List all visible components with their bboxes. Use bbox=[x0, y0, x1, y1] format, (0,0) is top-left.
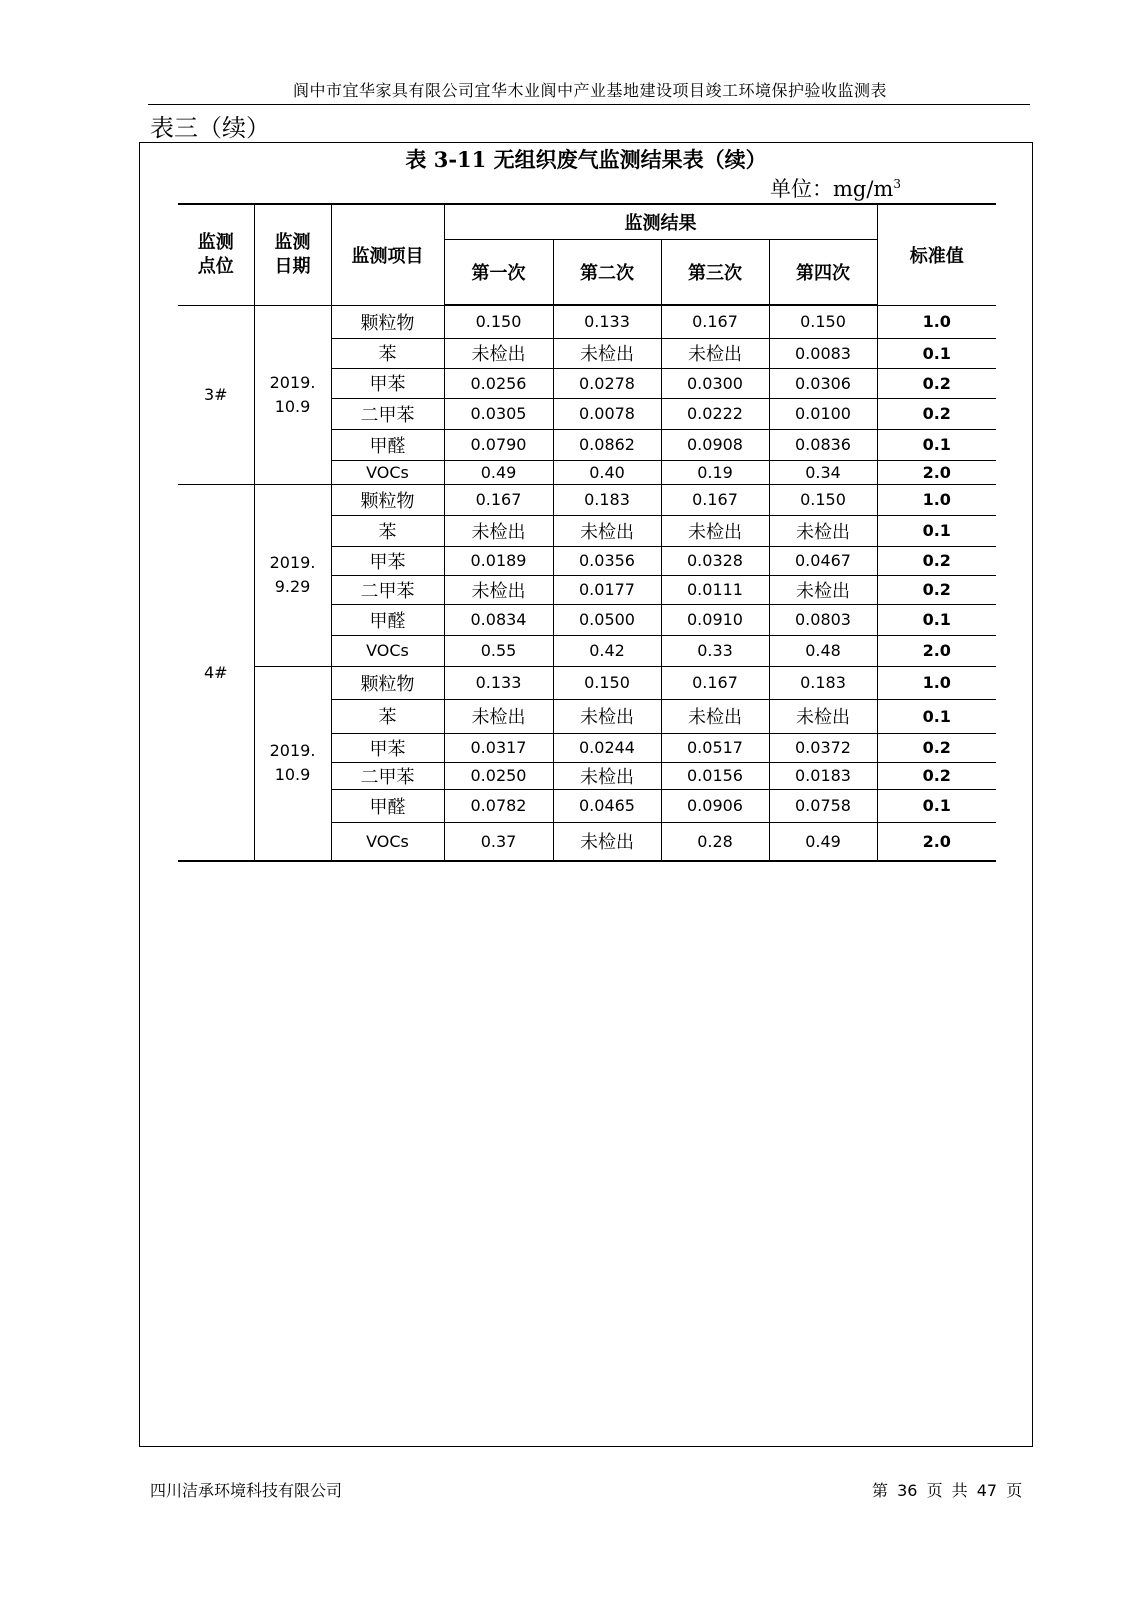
site-cell: 4# bbox=[178, 484, 254, 861]
item-cell: 颗粒物 bbox=[331, 305, 444, 338]
item-cell: 苯 bbox=[331, 338, 444, 368]
header-date bbox=[254, 204, 331, 305]
value-cell: 0.0758 bbox=[769, 789, 877, 822]
header-round-4: 第四次 bbox=[769, 240, 877, 306]
page-current: 36 bbox=[897, 1481, 918, 1500]
item-cell: 苯 bbox=[331, 699, 444, 733]
page-suffix: 页 bbox=[1006, 1481, 1023, 1500]
value-cell: 0.0834 bbox=[444, 604, 553, 635]
item-cell: VOCs bbox=[331, 822, 444, 861]
value-cell: 0.0465 bbox=[553, 789, 661, 822]
item-cell: 颗粒物 bbox=[331, 484, 444, 515]
item-cell: 甲苯 bbox=[331, 368, 444, 398]
value-cell: 0.150 bbox=[769, 484, 877, 515]
value-cell: 0.0467 bbox=[769, 546, 877, 575]
value-cell: 0.150 bbox=[444, 305, 553, 338]
footer-page-number bbox=[872, 1478, 1022, 1501]
unit-prefix: 单位：mg/m bbox=[770, 177, 894, 201]
value-cell: 0.0803 bbox=[769, 604, 877, 635]
standard-cell: 0.2 bbox=[877, 546, 996, 575]
value-cell: 0.0906 bbox=[661, 789, 769, 822]
page-prefix: 第 bbox=[872, 1481, 889, 1500]
standard-cell: 0.1 bbox=[877, 604, 996, 635]
site-cell: 3# bbox=[178, 305, 254, 484]
value-cell: 0.0300 bbox=[661, 368, 769, 398]
item-cell: 甲苯 bbox=[331, 546, 444, 575]
value-cell: 0.28 bbox=[661, 822, 769, 861]
value-cell: 0.0278 bbox=[553, 368, 661, 398]
header-standard: 标准值 bbox=[877, 204, 996, 305]
value-cell: 0.0862 bbox=[553, 429, 661, 460]
value-cell: 未检出 bbox=[444, 338, 553, 368]
value-cell: 0.133 bbox=[444, 666, 553, 699]
item-cell: 甲苯 bbox=[331, 733, 444, 762]
value-cell: 未检出 bbox=[769, 515, 877, 546]
value-cell: 未检出 bbox=[553, 515, 661, 546]
standard-cell: 0.2 bbox=[877, 398, 996, 429]
monitoring-results-table bbox=[178, 203, 996, 862]
date-cell: 2019. 10.9 bbox=[254, 305, 331, 484]
value-cell: 0.167 bbox=[661, 305, 769, 338]
value-cell: 0.49 bbox=[769, 822, 877, 861]
item-cell: 苯 bbox=[331, 515, 444, 546]
value-cell: 0.0317 bbox=[444, 733, 553, 762]
value-cell: 0.183 bbox=[769, 666, 877, 699]
value-cell: 0.0177 bbox=[553, 575, 661, 604]
value-cell: 0.55 bbox=[444, 635, 553, 666]
header-round-2: 第二次 bbox=[553, 240, 661, 306]
value-cell: 0.133 bbox=[553, 305, 661, 338]
value-cell: 0.0156 bbox=[661, 762, 769, 789]
section-label: 表三（续） bbox=[150, 114, 270, 142]
value-cell: 0.150 bbox=[769, 305, 877, 338]
item-cell: 甲醛 bbox=[331, 429, 444, 460]
value-cell: 未检出 bbox=[553, 822, 661, 861]
header-date-text: 监测日期 bbox=[274, 231, 311, 277]
value-cell: 未检出 bbox=[661, 338, 769, 368]
value-cell: 0.0500 bbox=[553, 604, 661, 635]
table-row bbox=[178, 305, 996, 338]
value-cell: 0.167 bbox=[661, 484, 769, 515]
value-cell: 0.0222 bbox=[661, 398, 769, 429]
header-results: 监测结果 bbox=[444, 204, 877, 240]
standard-cell: 0.1 bbox=[877, 699, 996, 733]
standard-cell: 0.1 bbox=[877, 789, 996, 822]
value-cell: 0.0790 bbox=[444, 429, 553, 460]
unit-superscript: 3 bbox=[893, 177, 901, 191]
header-site-text: 监测点位 bbox=[197, 231, 234, 277]
value-cell: 0.0517 bbox=[661, 733, 769, 762]
value-cell: 0.0189 bbox=[444, 546, 553, 575]
value-cell: 0.0328 bbox=[661, 546, 769, 575]
value-cell: 0.0078 bbox=[553, 398, 661, 429]
table-body bbox=[178, 305, 996, 861]
value-cell: 0.150 bbox=[553, 666, 661, 699]
header-site bbox=[178, 204, 254, 305]
standard-cell: 1.0 bbox=[877, 305, 996, 338]
standard-cell: 1.0 bbox=[877, 666, 996, 699]
value-cell: 0.167 bbox=[661, 666, 769, 699]
value-cell: 未检出 bbox=[769, 699, 877, 733]
standard-cell: 2.0 bbox=[877, 822, 996, 861]
header-item: 监测项目 bbox=[331, 204, 444, 305]
value-cell: 0.0908 bbox=[661, 429, 769, 460]
value-cell: 0.167 bbox=[444, 484, 553, 515]
item-cell: VOCs bbox=[331, 460, 444, 484]
standard-cell: 0.1 bbox=[877, 429, 996, 460]
item-cell: 二甲苯 bbox=[331, 398, 444, 429]
value-cell: 0.0244 bbox=[553, 733, 661, 762]
value-cell: 未检出 bbox=[553, 699, 661, 733]
item-cell: VOCs bbox=[331, 635, 444, 666]
page-mid: 页 共 bbox=[926, 1481, 968, 1500]
item-cell: 甲醛 bbox=[331, 789, 444, 822]
value-cell: 0.48 bbox=[769, 635, 877, 666]
value-cell: 0.0306 bbox=[769, 368, 877, 398]
value-cell: 未检出 bbox=[444, 699, 553, 733]
table-row bbox=[178, 666, 996, 699]
header-round-3: 第三次 bbox=[661, 240, 769, 306]
standard-cell: 1.0 bbox=[877, 484, 996, 515]
item-cell: 二甲苯 bbox=[331, 762, 444, 789]
value-cell: 0.0305 bbox=[444, 398, 553, 429]
page-total: 47 bbox=[976, 1481, 998, 1500]
value-cell: 0.0782 bbox=[444, 789, 553, 822]
table-row bbox=[178, 484, 996, 515]
item-cell: 甲醛 bbox=[331, 604, 444, 635]
value-cell: 未检出 bbox=[769, 575, 877, 604]
standard-cell: 2.0 bbox=[877, 460, 996, 484]
value-cell: 0.0083 bbox=[769, 338, 877, 368]
value-cell: 0.0356 bbox=[553, 546, 661, 575]
value-cell: 0.0183 bbox=[769, 762, 877, 789]
standard-cell: 2.0 bbox=[877, 635, 996, 666]
header-divider bbox=[148, 104, 1030, 105]
standard-cell: 0.1 bbox=[877, 338, 996, 368]
value-cell: 未检出 bbox=[661, 699, 769, 733]
value-cell: 未检出 bbox=[553, 762, 661, 789]
value-cell: 0.0250 bbox=[444, 762, 553, 789]
table-title: 表 3-11 无组织废气监测结果表（续） bbox=[405, 147, 767, 172]
value-cell: 0.0111 bbox=[661, 575, 769, 604]
item-cell: 二甲苯 bbox=[331, 575, 444, 604]
date-cell: 2019. 9.29 bbox=[254, 484, 331, 666]
value-cell: 0.42 bbox=[553, 635, 661, 666]
value-cell: 0.0100 bbox=[769, 398, 877, 429]
value-cell: 未检出 bbox=[661, 515, 769, 546]
value-cell: 0.0910 bbox=[661, 604, 769, 635]
value-cell: 未检出 bbox=[444, 515, 553, 546]
header-round-1: 第一次 bbox=[444, 240, 553, 306]
value-cell: 0.0372 bbox=[769, 733, 877, 762]
item-cell: 颗粒物 bbox=[331, 666, 444, 699]
standard-cell: 0.2 bbox=[877, 762, 996, 789]
value-cell: 未检出 bbox=[553, 338, 661, 368]
value-cell: 0.183 bbox=[553, 484, 661, 515]
standard-cell: 0.2 bbox=[877, 733, 996, 762]
value-cell: 0.49 bbox=[444, 460, 553, 484]
value-cell: 0.33 bbox=[661, 635, 769, 666]
running-header-title: 阆中市宜华家具有限公司宜华木业阆中产业基地建设项目竣工环境保护验收监测表 bbox=[292, 81, 887, 100]
value-cell: 0.40 bbox=[553, 460, 661, 484]
standard-cell: 0.1 bbox=[877, 515, 996, 546]
standard-cell: 0.2 bbox=[877, 575, 996, 604]
date-cell: 2019. 10.9 bbox=[254, 666, 331, 861]
value-cell: 0.0836 bbox=[769, 429, 877, 460]
standard-cell: 0.2 bbox=[877, 368, 996, 398]
footer-company: 四川洁承环境科技有限公司 bbox=[150, 1481, 343, 1500]
value-cell: 0.37 bbox=[444, 822, 553, 861]
unit-label bbox=[770, 173, 901, 203]
value-cell: 0.0256 bbox=[444, 368, 553, 398]
value-cell: 未检出 bbox=[444, 575, 553, 604]
value-cell: 0.19 bbox=[661, 460, 769, 484]
value-cell: 0.34 bbox=[769, 460, 877, 484]
